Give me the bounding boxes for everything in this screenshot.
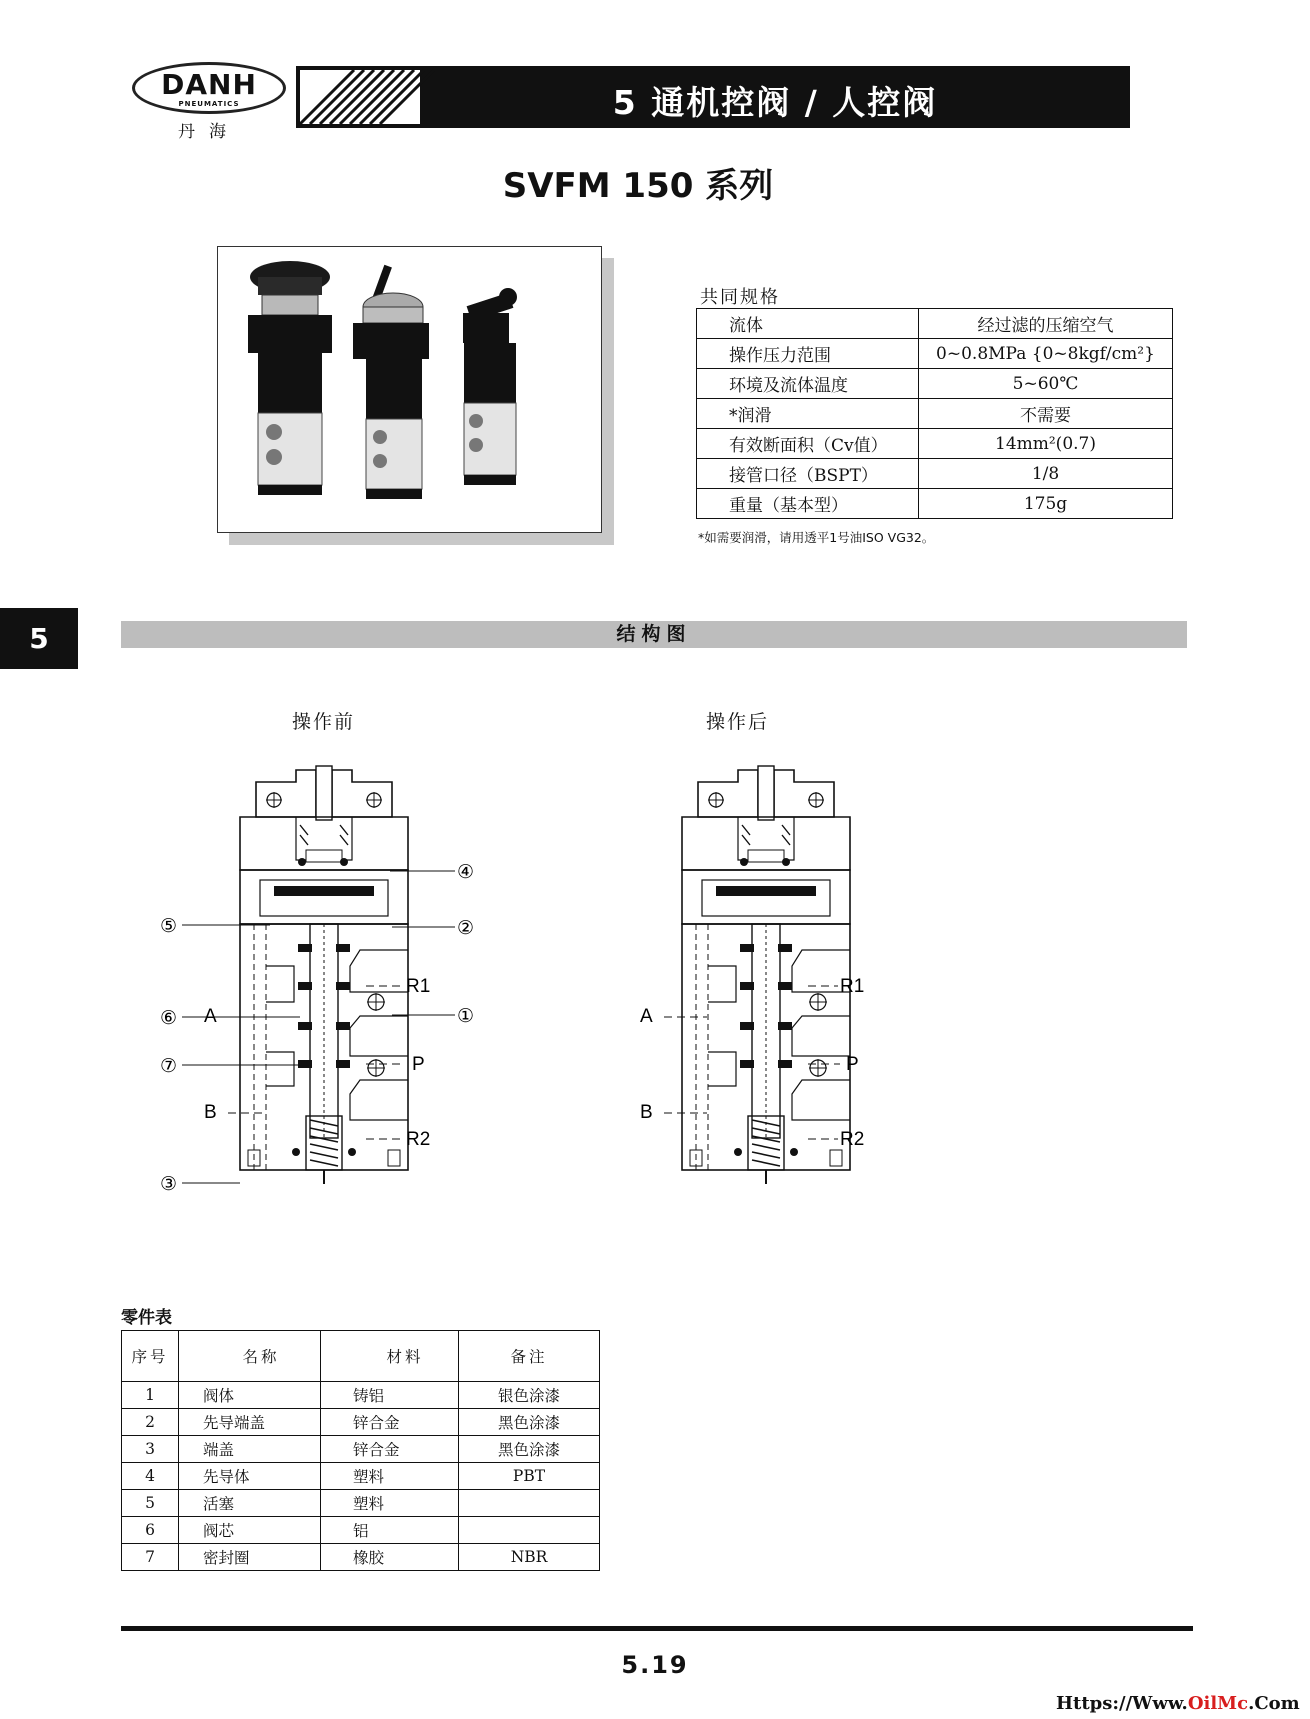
parts-row: 5 活塞 塑料 [122,1490,600,1517]
spec-row: 重量（基本型） 175g [697,489,1173,519]
page-number: 5.19 [621,1651,689,1679]
diagram-label-before: 操作前 [292,711,356,733]
spec-row: 环境及流体温度 5~60℃ [697,369,1173,399]
logo-subtitle: PNEUMATICS [178,100,240,108]
chapter-title: 5 通机控阀 / 人控阀 [612,83,938,122]
watermark-suffix: .Com [1248,1693,1300,1714]
spec-heading: 共同规格 [700,287,780,308]
callout: ③ [160,1174,178,1195]
port-label: R1 [840,976,865,997]
parts-header-row: 序号 名称 材料 备注 [122,1331,600,1382]
series-title: SVFM 150 系列 [502,166,774,206]
port-label: B [640,1102,653,1123]
diagram-before [240,766,408,1184]
header-stripes [300,70,420,124]
port-label: A [640,1006,653,1027]
callout: ⑦ [160,1056,178,1077]
spec-row: 操作压力范围 0~0.8MPa {0~8kgf/cm²} [697,339,1173,369]
roller-lever-valve-icon [463,288,517,485]
port-label: R2 [840,1129,865,1150]
diagram-after [682,766,850,1184]
port-label: B [204,1102,217,1123]
spec-row: 接管口径（BSPT） 1/8 [697,459,1173,489]
parts-row: 3 端盖 锌合金 黑色涂漆 [122,1436,600,1463]
callout: ⑤ [160,916,178,937]
spec-row: 有效断面积（Cv值） 14mm²(0.7) [697,429,1173,459]
spec-row: 流体 经过滤的压缩空气 [697,309,1173,339]
port-label: R1 [406,976,431,997]
diagonal-stripes-icon [300,70,420,124]
parts-table [121,1330,600,1571]
logo-chinese-name: 丹海 [178,122,240,142]
spec-row: *润滑 不需要 [697,399,1173,429]
spec-table [696,308,1173,519]
diagram-label-after: 操作后 [706,711,770,733]
parts-row: 4 先导体 塑料 PBT [122,1463,600,1490]
port-label: P [412,1054,425,1075]
section-title: 结构图 [616,623,692,645]
chapter-side-tab: 5 [0,608,78,669]
watermark-link[interactable] [1056,1693,1300,1714]
parts-row: 7 密封圈 橡胶 NBR [122,1544,600,1571]
spec-note: *如需要润滑，请用透平1号油ISO VG32。 [698,530,935,545]
footer-rule [121,1626,1193,1631]
parts-row: 6 阀芯 铝 [122,1517,600,1544]
callout: ② [457,918,475,939]
chapter-header-bar [296,66,1130,128]
watermark-brand: OilMc [1187,1693,1249,1714]
callout: ④ [457,862,475,883]
danh-logo [132,62,290,142]
watermark-prefix: Https://Www. [1056,1693,1188,1714]
mushroom-button-valve-icon [248,261,332,495]
parts-row: 2 先导端盖 锌合金 黑色涂漆 [122,1409,600,1436]
parts-row: 1 阀体 铸铝 银色涂漆 [122,1382,600,1409]
logo-word: DANH [161,68,257,101]
section-bar [121,621,1187,648]
valve-products-illustration [218,247,600,531]
port-label: P [846,1054,859,1075]
port-label: R2 [406,1129,431,1150]
parts-heading: 零件表 [121,1308,172,1328]
structure-diagrams [0,740,1276,1220]
callout: ① [457,1006,475,1027]
selector-switch-valve-icon [353,265,429,499]
port-label: A [204,1006,217,1027]
product-photo [217,246,602,533]
callout: ⑥ [160,1008,178,1029]
